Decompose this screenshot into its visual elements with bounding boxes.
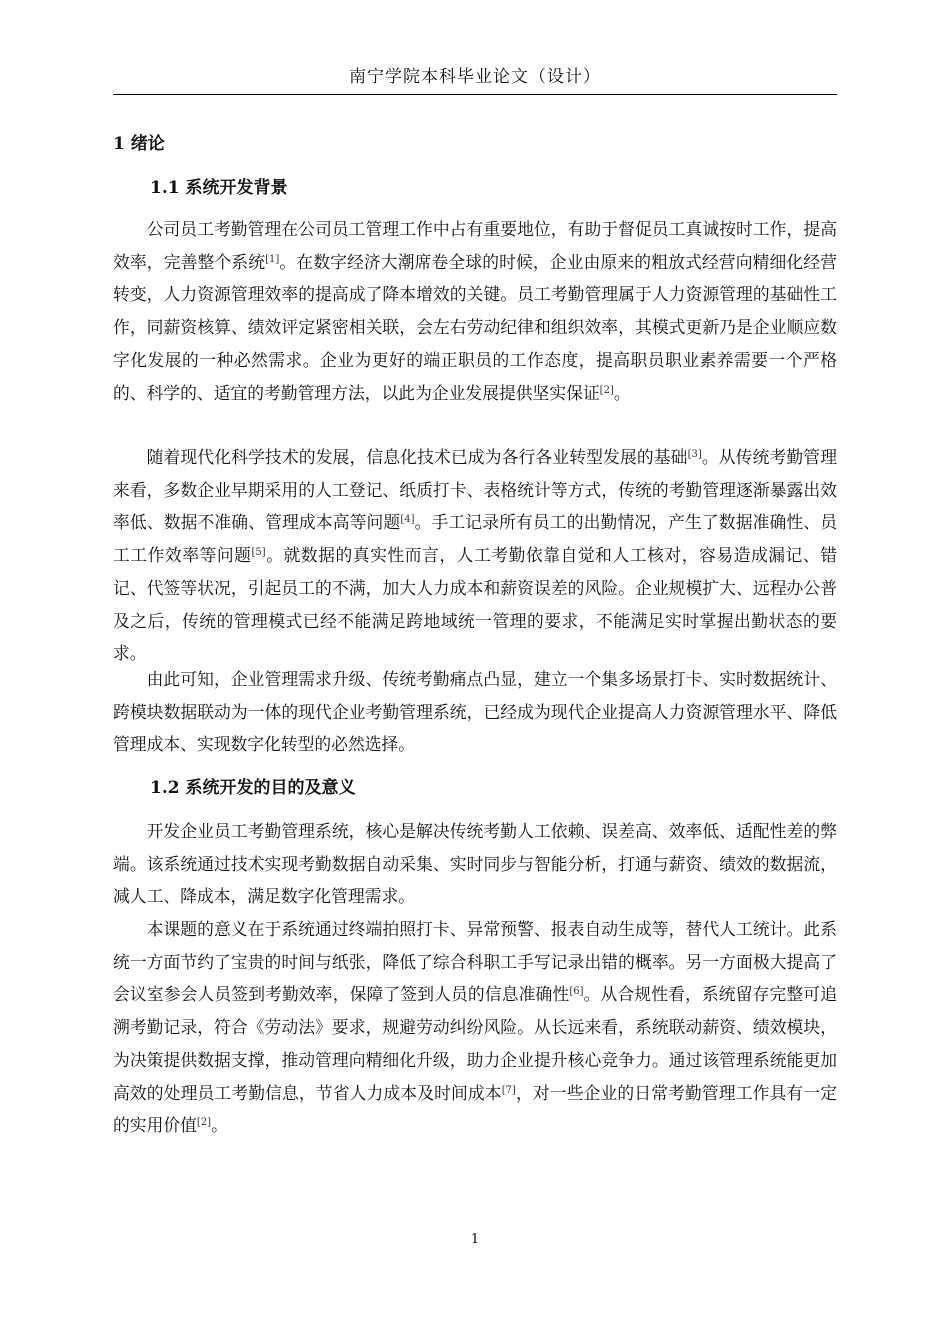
paragraph-text: 。手工记录所有员工的出勤情况，产生了数据准确性、员工工作效率等问题 [113,512,837,566]
paragraph-text: 。 [211,1115,228,1136]
citation-marker: [7] [501,1084,516,1096]
citation-marker: [1] [265,253,280,265]
paragraph [113,913,837,1142]
paragraph-text: 本课题的意义在于系统通过终端拍照打卡、异常预警、报表自动生成等，替代人工统计。此系统一方面节约了宝贵的时间与纸张，降低了综合科职工手写记录出错的概率。另一方面极大提高了会议室参会人员签到考勤效率，保障了签到人员的信息准确性 [113,919,837,1005]
paragraph-text: 开发企业员工考勤管理系统，核心是解决传统考勤人工依赖、误差高、效率低、适配性差的弊端。该系统通过技术实现考勤数据自动采集、实时同步与智能分析，打通与薪资、绩效的数据流，减人工、降成本，满足数字化管理需求。 [113,821,837,907]
paragraph [113,663,837,761]
section-heading-1-1: 1.1 系统开发背景 [150,178,288,198]
citation-marker: [2] [599,384,614,396]
paragraph-text: 。就数据的真实性而言，人工考勤依靠自觉和人工核对，容易造成漏记、错记、代签等状况，引起员工的不满，加大人力成本和薪资误差的风险。企业规模扩大、远程办公普及之后，传统的管理模式已经不能满足跨地域统一管理的要求，不能满足实时掌握出勤状态的要求。 [113,545,837,664]
paragraph-text: 。从合规性看，系统留存完整可追溯考勤记录，符合《劳动法》要求，规避劳动纠纷风险。从长远来看，系统联动薪资、绩效模块，为决策提供数据支撑，推动管理向精细化升级，助力企业提升核心竞争力。通过该管理系统能更加高效的处理员工考勤信息，节省人力成本及时间成本 [113,984,837,1103]
citation-marker: [2] [196,1117,212,1129]
citation-marker: [5] [251,547,266,559]
paragraph-text: 随着现代化科学技术的发展，信息化技术已成为各行各业转型发展的基础 [146,447,688,467]
paragraph-text: 。 [613,382,631,403]
citation-marker: [6] [569,986,584,998]
header-divider [113,94,837,95]
paragraph [113,213,837,409]
page-number: 1 [470,1232,480,1247]
paragraph-text: 。从传统考勤管理来看，多数企业早期采用的人工登记、纸质打卡、表格统计等方式，传统的考勤管理逐渐暴露出效率低、数据不准确、管理成本高等问题 [113,447,837,533]
section-heading-1-2: 1.2 系统开发的目的及意义 [150,778,356,798]
paragraph-text: 。在数字经济大潮席卷全球的时候，企业由原来的粗放式经营向精细化经营转变，人力资源管理效率的提高成了降本增效的关键。员工考勤管理属于人力资源管理的基础性工作，同薪资核算、绩效评定紧密相关联，会左右劳动纪律和组织效率，其模式更新乃是企业顺应数字化发展的一种必然需求。企业为更好的端正职员的工作态度，提高职员职业素养需要一个严格的、科学的、适宜的考勤管理方法，以此为企业发展提供坚实保证 [113,251,837,403]
paragraph-text: 由此可知，企业管理需求升级、传统考勤痛点凸显，建立一个集多场景打卡、实时数据统计、跨模块数据联动为一体的现代企业考勤管理系统，已经成为现代企业提高人力资源管理水平、降低管理成本、实现数字化转型的必然选择。 [113,669,837,755]
citation-marker: [4] [400,514,415,526]
paragraph [113,441,837,670]
paragraph-text: ，对一些企业的日常考勤管理工作具有一定的实用价值 [113,1082,837,1136]
chapter-heading: 1 绪论 [113,134,165,154]
citation-marker: [3] [687,449,702,460]
paragraph [113,815,837,913]
paragraph-text: 公司员工考勤管理在公司员工管理工作中占有重要地位，有助于督促员工真诚按时工作，提高效率，完善整个系统 [113,219,837,272]
running-header: 南宁学院本科毕业论文（设计） [349,67,601,87]
